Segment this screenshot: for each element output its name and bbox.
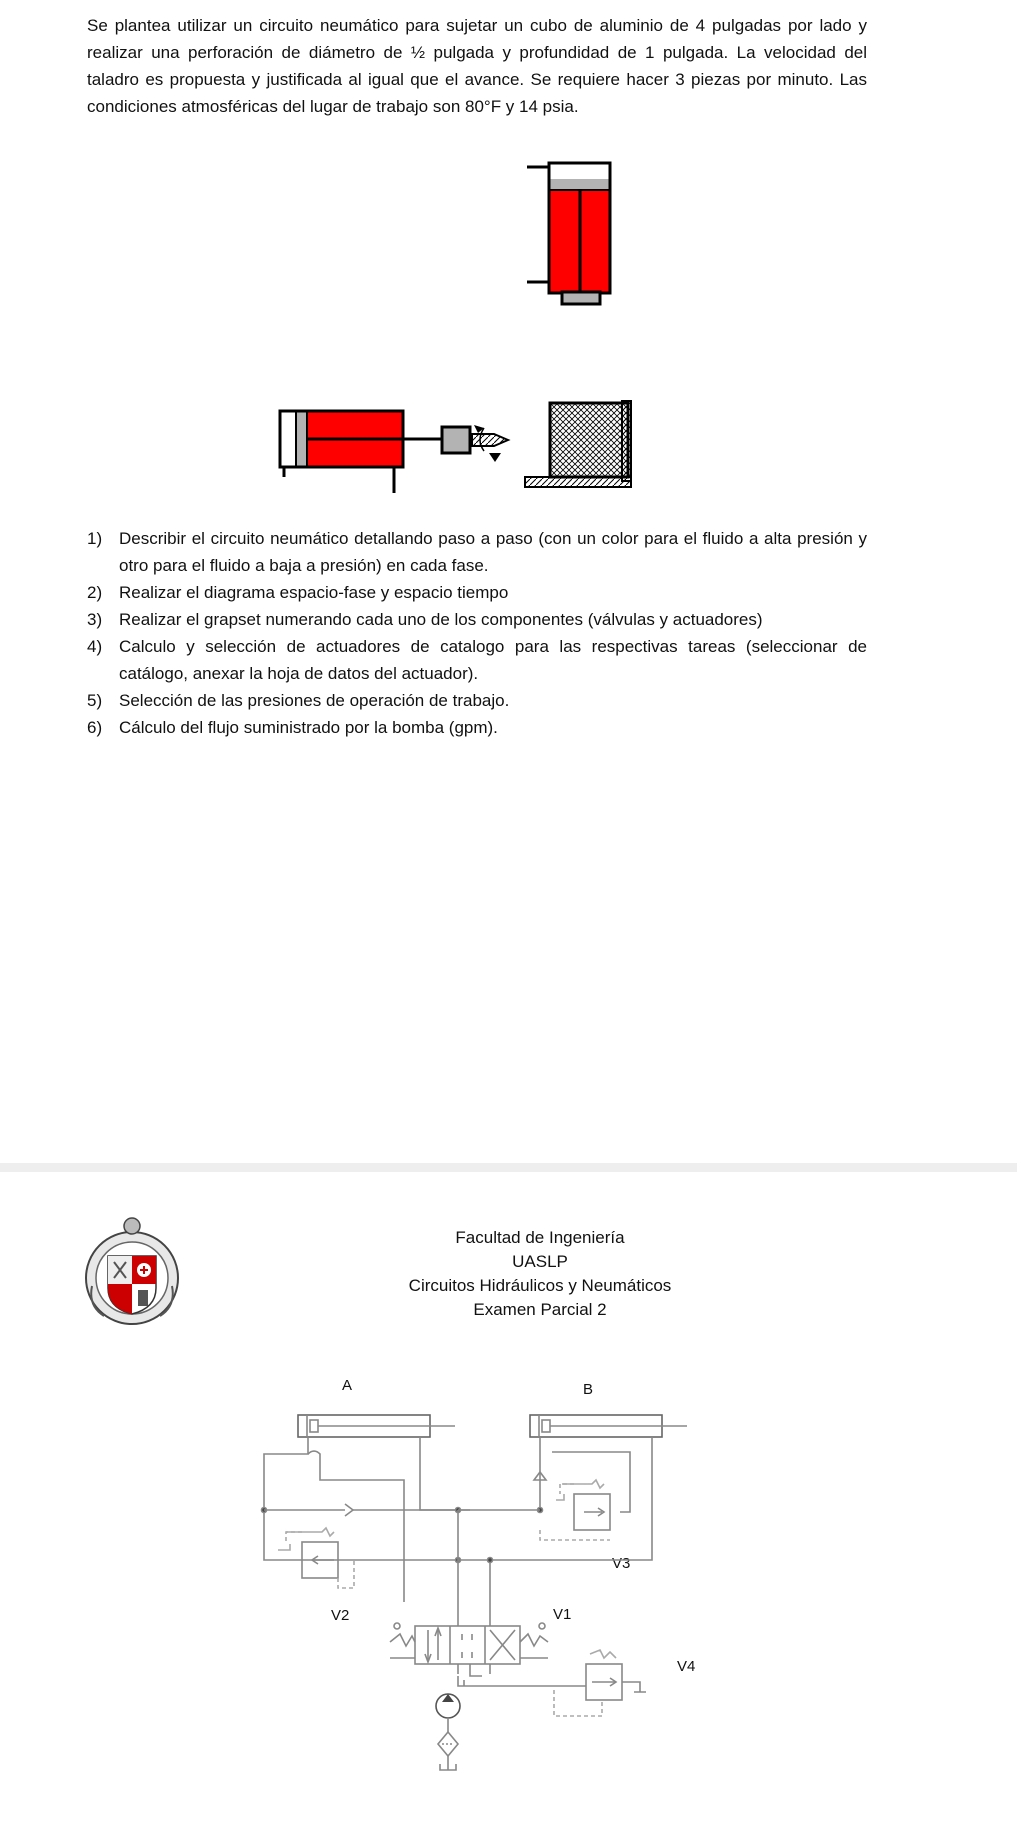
clamp-pad	[562, 292, 600, 304]
pneumatic-circuit-diagram	[250, 1372, 730, 1832]
valve-v4-label: V4	[677, 1658, 696, 1675]
course-name: Circuitos Hidráulicos y Neumáticos	[408, 1276, 672, 1295]
fixture-base	[525, 477, 631, 487]
drill-motor	[442, 427, 470, 453]
problem-statement: Se plantea utilizar un circuito neumático para sujetar un cubo de aluminio de 4 pulgadas por lado y realizar una perforación de diámetro de ½ pulgada y profundidad de 1 pulgada. La velocidad del taladro es propuesta y justificada al igual que el avance. Se requiere hacer 3 piezas por minuto. Las condiciones atmosféricas del lugar de trabajo son 80°F y 14 psia.	[87, 16, 867, 116]
aluminum-cube	[550, 403, 628, 477]
valve-v1-label: V1	[553, 1606, 572, 1623]
cylinder-b	[530, 1415, 687, 1437]
list-item: 2) Realizar el diagrama espacio-fase y espacio tiempo	[87, 583, 509, 602]
clamp-cylinder-drawing	[525, 158, 625, 310]
drill-cylinder-seal	[297, 413, 307, 466]
valve-v1	[390, 1612, 548, 1676]
university-seal-logo	[84, 1216, 180, 1328]
valve-v3-label: V3	[612, 1555, 631, 1572]
valve-v2	[278, 1528, 354, 1588]
list-item: 6) Cálculo del flujo suministrado por la bomba (gpm).	[87, 718, 498, 737]
list-item: 3) Realizar el grapset numerando cada uno de los componentes (válvulas y actuadores)	[87, 610, 763, 629]
task-list	[87, 525, 867, 741]
list-item: 4) Calculo y selección de actuadores de catalogo para las respectivas tareas (seleccionar de catálogo, anexar la hoja de datos del actuador).	[87, 637, 867, 683]
feed-arrow-icon	[489, 453, 501, 462]
valve-v2-label: V2	[331, 1607, 350, 1624]
cylinder-a	[298, 1415, 455, 1437]
clamp-cylinder-seal	[551, 179, 609, 190]
list-item: 1) Describir el circuito neumático detallando paso a paso (con un color para el fluido a alta presión y otro para el fluido a baja a presión) en cada fase.	[87, 529, 867, 575]
valve-v4	[554, 1650, 646, 1716]
list-item: 5) Selección de las presiones de operación de trabajo.	[87, 691, 510, 710]
cylinder-a-label: A	[341, 1377, 353, 1394]
drill-station-drawing	[272, 395, 652, 495]
exam-page-2	[0, 1172, 1017, 1832]
exam-name: Examen Parcial 2	[473, 1300, 607, 1319]
exam-header	[340, 1226, 740, 1322]
valve-v3	[540, 1480, 610, 1540]
cylinder-b-label: B	[582, 1381, 594, 1398]
faculty-name: Facultad de Ingeniería	[455, 1228, 625, 1247]
university-name: UASLP	[512, 1252, 568, 1271]
drill-bit	[472, 434, 508, 446]
